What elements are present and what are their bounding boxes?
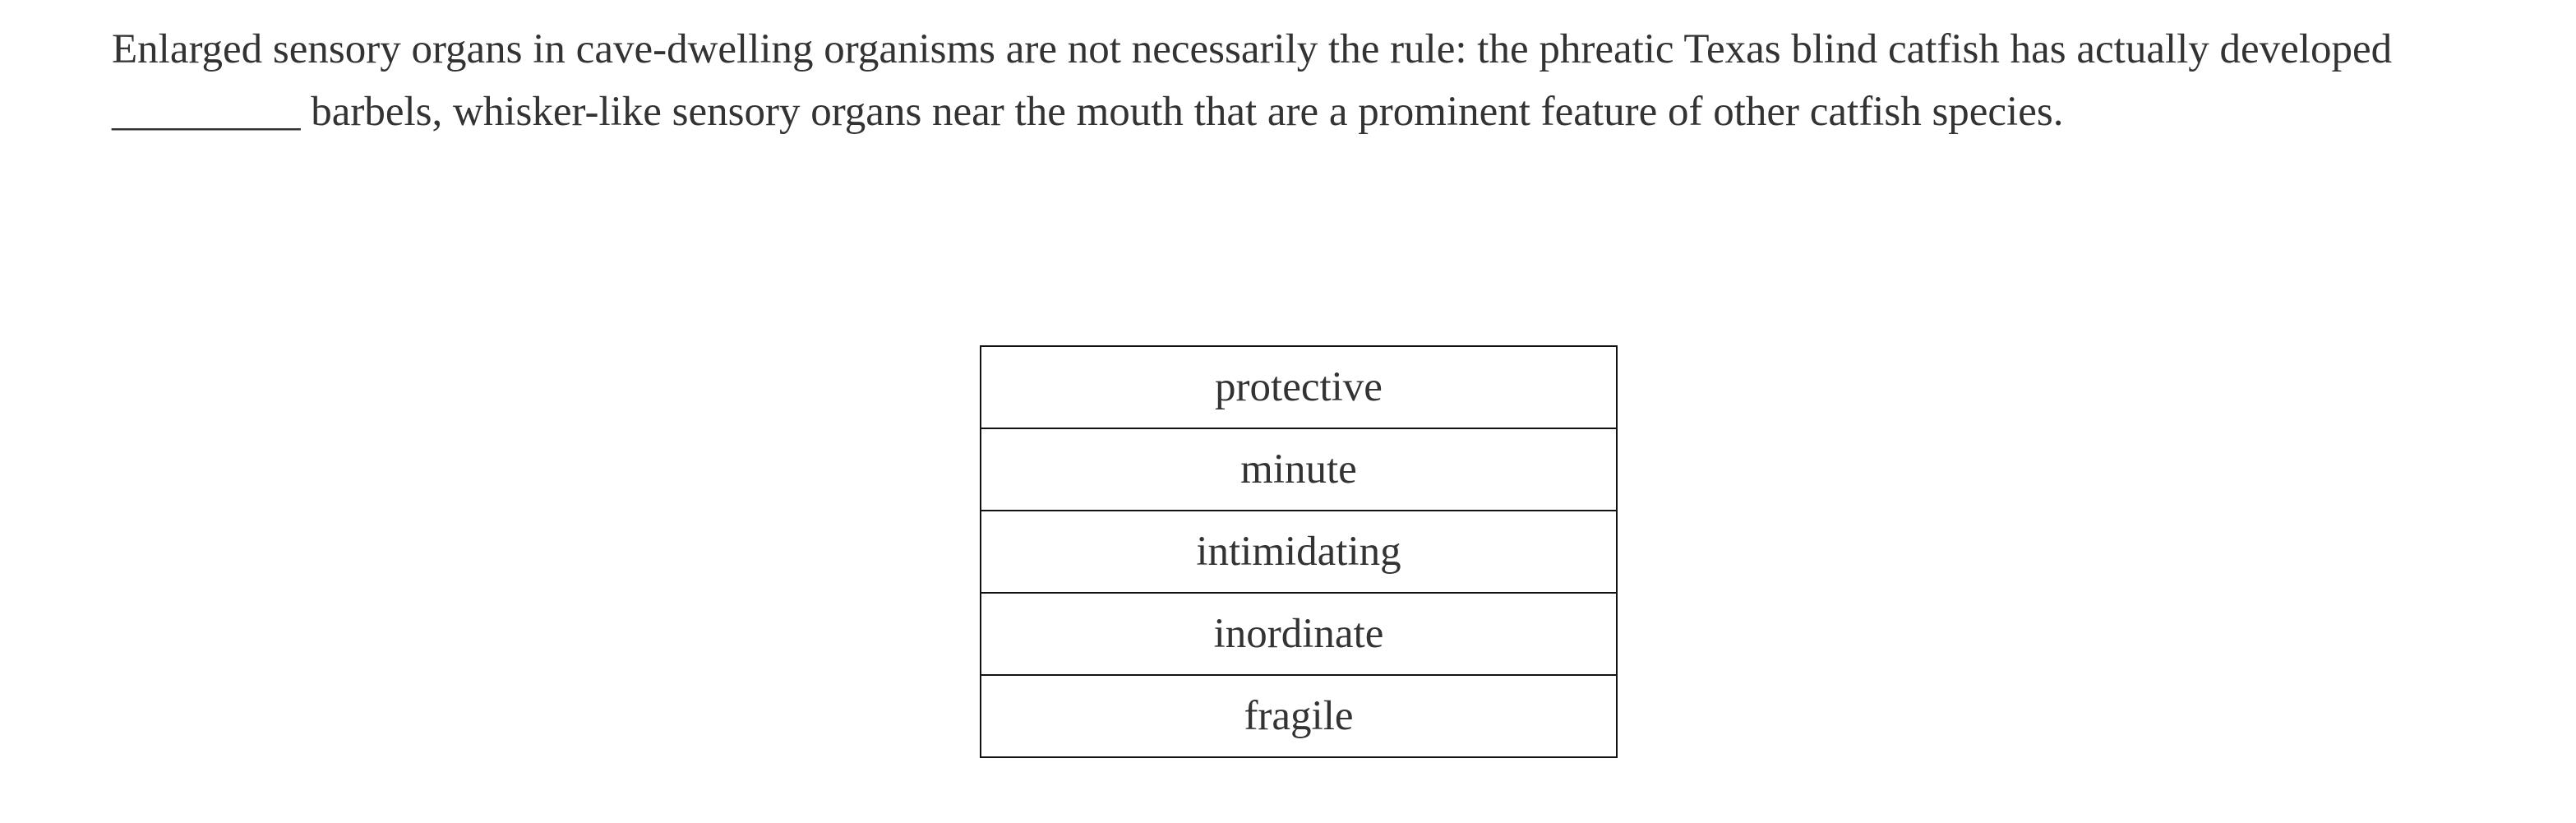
question-text-before: Enlarged sensory organs in cave-dwelling organisms are not necessarily the rule: the phreatic Texas blind catfish has actually developed	[112, 26, 2393, 72]
choice-row[interactable]	[981, 511, 1617, 593]
choice-option[interactable]: fragile	[981, 675, 1617, 757]
choice-option[interactable]: intimidating	[981, 511, 1617, 593]
choice-row[interactable]	[981, 593, 1617, 675]
choice-row[interactable]	[981, 346, 1617, 428]
question-text	[112, 18, 2495, 143]
choice-option[interactable]: protective	[981, 346, 1617, 428]
answer-blank: _________	[112, 89, 301, 135]
answer-choices-table	[980, 345, 1618, 758]
choice-option[interactable]: minute	[981, 428, 1617, 511]
choice-option[interactable]: inordinate	[981, 593, 1617, 675]
choice-row[interactable]	[981, 675, 1617, 757]
question-text-after: barbels, whisker-like sensory organs near the mouth that are a prominent feature of other catfish species.	[311, 89, 2064, 135]
choice-row[interactable]	[981, 428, 1617, 511]
